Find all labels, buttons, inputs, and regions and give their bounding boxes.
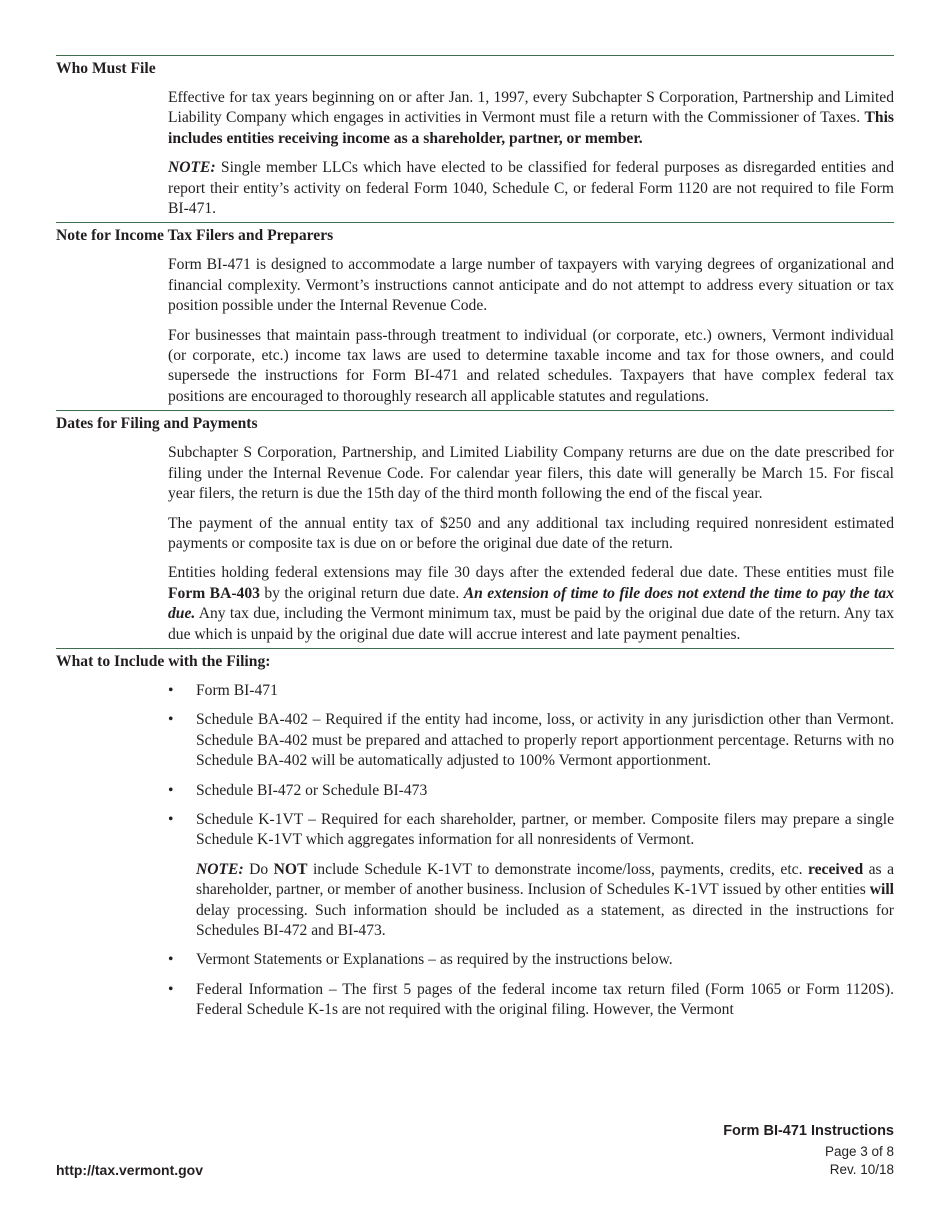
section-divider xyxy=(56,222,894,223)
who-must-file-paragraph xyxy=(168,88,894,149)
text-run: as a shareholder, partner, or member of another business. Inclusion of Schedules K-1VT issued by other entities xyxy=(196,860,894,899)
paragraph: For businesses that maintain pass-through treatment to individual (or corporate, etc.) owners, Vermont individual (or corporate, etc.) income tax laws are used to determine taxable income and tax for those owners, and could supersede the instructions for Form BI-471 and related schedules. Taxpayers that have complex federal tax positions are encouraged to thoroughly research all applicable statutes and regulations. xyxy=(168,326,894,405)
list-item-text: Vermont Statements or Explanations – as required by the instructions below. xyxy=(196,951,673,969)
list-item-text: Schedule BA-402 – Required if the entity had income, loss, or activity in any jurisdiction other than Vermont. Schedule BA-402 must be prepared and attached to properly report apportionment percentage. Returns with no Schedule BA-402 will be automatically adjusted to 100% Vermont apportionment. xyxy=(196,711,894,770)
text-run: Entities holding federal extensions may file 30 days after the extended federal due date. These entities must file xyxy=(168,564,894,582)
bold-text: received xyxy=(807,860,864,878)
text-run: Effective for tax years beginning on or after Jan. 1, 1997, every Subchapter S Corporation, Partnership and Limited Liability Company which engages in activities in Vermont must file a return with the Commissioner of Taxes. xyxy=(168,89,894,127)
form-title: Form BI-471 Instructions xyxy=(723,1123,894,1139)
page-number: Page 3 of 8 xyxy=(824,1144,894,1159)
text-run: delay processing. Such information should be included as a statement, as directed in the instructions for Schedules BI-472 and BI-473. xyxy=(196,901,894,939)
bold-text: This includes entities receiving income as a shareholder, partner, or member. xyxy=(168,109,894,147)
website-link[interactable]: http://tax.vermont.gov xyxy=(56,1162,204,1178)
bullet: • xyxy=(168,711,174,729)
who-must-file-body xyxy=(168,88,894,219)
section-divider xyxy=(56,410,894,411)
include-list xyxy=(168,681,894,851)
bullet: • xyxy=(168,980,174,998)
include-list-continued xyxy=(168,950,894,1020)
bold-text: NOT xyxy=(273,860,308,878)
text-run: by the original return due date. xyxy=(259,584,464,602)
llc-note-paragraph xyxy=(168,158,894,219)
list-item-text: Federal Information – The first 5 pages of the federal income tax return filed (Form 1065 or Form 1120S). Federal Schedule K-1s are not required with the original filing. However, the Vermont xyxy=(196,980,894,1019)
bold-text: will xyxy=(869,881,894,899)
text-run: Single member LLCs which have elected to be classified for federal purposes as disregarded entities and report their entity’s activity on federal Form 1040, Schedule C, or federal Form 1120 are not required to file Form BI-471. xyxy=(168,159,894,218)
bullet: • xyxy=(168,681,174,699)
dates-body xyxy=(168,443,894,645)
bold-text: Form BA-403 xyxy=(168,584,260,602)
bullet: • xyxy=(168,810,174,828)
bullet: • xyxy=(168,781,174,799)
list-item-text: Form BI-471 xyxy=(196,681,278,699)
list-item xyxy=(168,781,894,801)
list-item xyxy=(168,710,894,771)
heading-dates-for-filing: Dates for Filing and Payments xyxy=(56,415,258,433)
note-label: NOTE: xyxy=(196,860,244,878)
list-item xyxy=(168,681,894,701)
bullet: • xyxy=(168,951,174,969)
heading-note-for-filers: Note for Income Tax Filers and Preparers xyxy=(56,227,334,245)
text-run: Any tax due, including the Vermont minimum tax, must be paid by the original due date of the return. Any tax due which is unpaid by the original due date will accrue interest and late payment penalties. xyxy=(168,605,894,643)
list-item xyxy=(168,950,894,970)
k1vt-note xyxy=(196,860,894,942)
list-item-text: Schedule BI-472 or Schedule BI-473 xyxy=(196,781,428,799)
instructions-page xyxy=(56,55,894,1030)
list-item xyxy=(168,810,894,851)
note-label: NOTE: xyxy=(168,159,216,177)
heading-who-must-file: Who Must File xyxy=(56,60,156,77)
extension-paragraph xyxy=(168,563,894,645)
bold-italic-text: An extension of time to file does not extend the time to pay the tax due. xyxy=(168,584,894,623)
text-run: include Schedule K-1VT to demonstrate income/loss, payments, credits, etc. xyxy=(307,860,808,878)
list-item-text: Schedule K-1VT – Required for each shareholder, partner, or member. Composite filers may prepare a single Schedule K-1VT which aggregates information for all nonresidents of Vermont. xyxy=(196,810,894,849)
paragraph: The payment of the annual entity tax of $250 and any additional tax including required nonresident estimated payments or composite tax is due on or before the original due date of the return. xyxy=(168,514,894,552)
note-for-filers-body xyxy=(168,255,894,407)
text-run: Do xyxy=(243,860,274,878)
section-divider xyxy=(56,55,894,56)
revision-date: Rev. 10/18 xyxy=(829,1162,894,1177)
paragraph: Subchapter S Corporation, Partnership, and Limited Liability Company returns are due on the date prescribed for filing under the Internal Revenue Code. For calendar year filers, this date will generally be March 15. For fiscal year filers, the return is due the 15th day of the third month following the end of the fiscal year. xyxy=(168,444,894,503)
list-item xyxy=(168,980,894,1021)
heading-what-to-include: What to Include with the Filing: xyxy=(56,652,271,670)
paragraph: Form BI-471 is designed to accommodate a large number of taxpayers with varying degrees of organizational and financial complexity. Vermont’s instructions cannot anticipate and do not attempt to address every situation or tax position possible under the Internal Revenue Code. xyxy=(168,256,894,315)
what-to-include-body xyxy=(168,681,894,1021)
section-divider xyxy=(56,648,894,649)
